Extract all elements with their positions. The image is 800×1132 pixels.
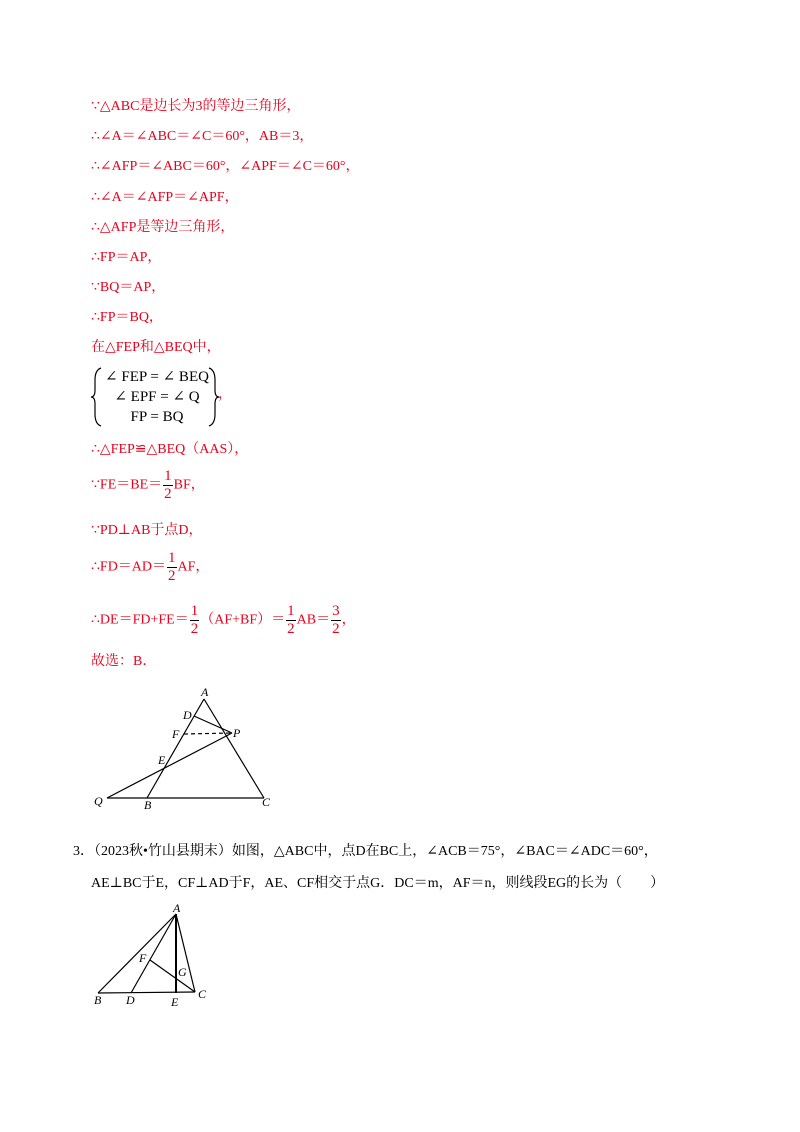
- fe-pre: ∵FE＝BE＝: [91, 477, 163, 493]
- question-3-line-2: AE⊥BC于E，CF⊥AD于F，AE、CF相交于点G．DC＝m，AF＝n，则线段EG的长为（ ）: [91, 876, 665, 891]
- label-q: Q: [94, 794, 103, 808]
- label-d-2: D: [126, 993, 135, 1007]
- solution-line-4: ∴∠A＝∠AFP＝∠APF，: [91, 190, 239, 205]
- de-pre: ∴DE＝FD+FE＝: [91, 612, 189, 628]
- label-f-2: F: [139, 951, 147, 965]
- de-mid: （AF+BF）＝: [200, 612, 286, 628]
- fd-fraction: $\frac{1}{2}$: [168, 550, 176, 584]
- segment-fp-dashed: [184, 733, 232, 734]
- solution-line-1: ∵△ABC是边长为3的等边三角形，: [91, 99, 301, 114]
- de-mid2: AB＝: [296, 612, 331, 628]
- congruence-line: ∴△FEP≌△BEQ（AAS），: [91, 442, 249, 457]
- solution-line-5: ∴△AFP是等边三角形，: [91, 220, 235, 235]
- label-g-2: G: [178, 965, 187, 979]
- label-a: A: [201, 685, 209, 699]
- segment-ac-2: [176, 914, 195, 992]
- system-suffix: ，: [218, 387, 232, 402]
- label-b-2: B: [94, 993, 102, 1007]
- label-d: D: [183, 708, 192, 722]
- segment-ad: [131, 914, 176, 993]
- fd-post: AF，: [177, 559, 210, 575]
- solution-line-7: ∵BQ＝AP，: [91, 280, 166, 295]
- label-c-2: C: [198, 987, 207, 1001]
- pd-line: ∵PD⊥AB于点D，: [91, 523, 203, 538]
- system-row-2: ∠ EPF = ∠ Q: [114, 389, 200, 405]
- fd-line: [91, 550, 209, 585]
- segment-bc-2: [98, 992, 195, 993]
- label-p: P: [233, 726, 241, 740]
- de-fraction-3: $\frac{3}{2}$: [332, 603, 340, 637]
- solution-line-3: ∴∠AFP＝∠ABC＝60°，∠APF＝∠C＝60°，: [91, 159, 360, 174]
- de-post: ，: [341, 612, 356, 628]
- segment-fc: [150, 960, 195, 992]
- system-row-3: FP = BQ: [130, 409, 184, 425]
- label-e-2: E: [171, 995, 179, 1009]
- segment-ac: [204, 699, 264, 798]
- label-a-2: A: [173, 901, 181, 915]
- solution-line-6: ∴FP＝AP，: [91, 250, 162, 265]
- label-e: E: [158, 753, 166, 767]
- de-fraction-2: $\frac{1}{2}$: [287, 603, 295, 637]
- segment-ab-2: [98, 914, 176, 993]
- segment-ab: [147, 699, 204, 798]
- solution-line-2: ∴∠A＝∠ABC＝∠C＝60°，AB＝3，: [91, 129, 314, 144]
- segment-dp: [194, 716, 232, 733]
- fe-line: [91, 468, 205, 503]
- fd-pre: ∴FD＝AD＝: [91, 559, 167, 575]
- fe-fraction: $\frac{1}{2}$: [164, 468, 172, 502]
- segment-qp: [107, 733, 232, 798]
- fe-post: BF，: [173, 477, 205, 493]
- equation-system: [91, 366, 221, 428]
- label-b: B: [144, 798, 152, 812]
- question-3-line-1: 3．（2023秋•竹山县期末）如图，△ABC中，点D在BC上，∠ACB＝75°，∠BAC＝∠ADC＝60°，: [73, 844, 658, 859]
- system-row-1: ∠ FEP = ∠ BEQ: [105, 369, 209, 385]
- answer-line: 故选：B．: [91, 654, 157, 669]
- solution-line-8: ∴FP＝BQ，: [91, 310, 163, 325]
- de-fraction-1: $\frac{1}{2}$: [190, 603, 199, 637]
- solution-line-9: 在△FEP和△BEQ中，: [91, 340, 221, 355]
- label-c: C: [262, 795, 271, 809]
- de-line: [91, 603, 356, 638]
- label-f: F: [172, 727, 180, 741]
